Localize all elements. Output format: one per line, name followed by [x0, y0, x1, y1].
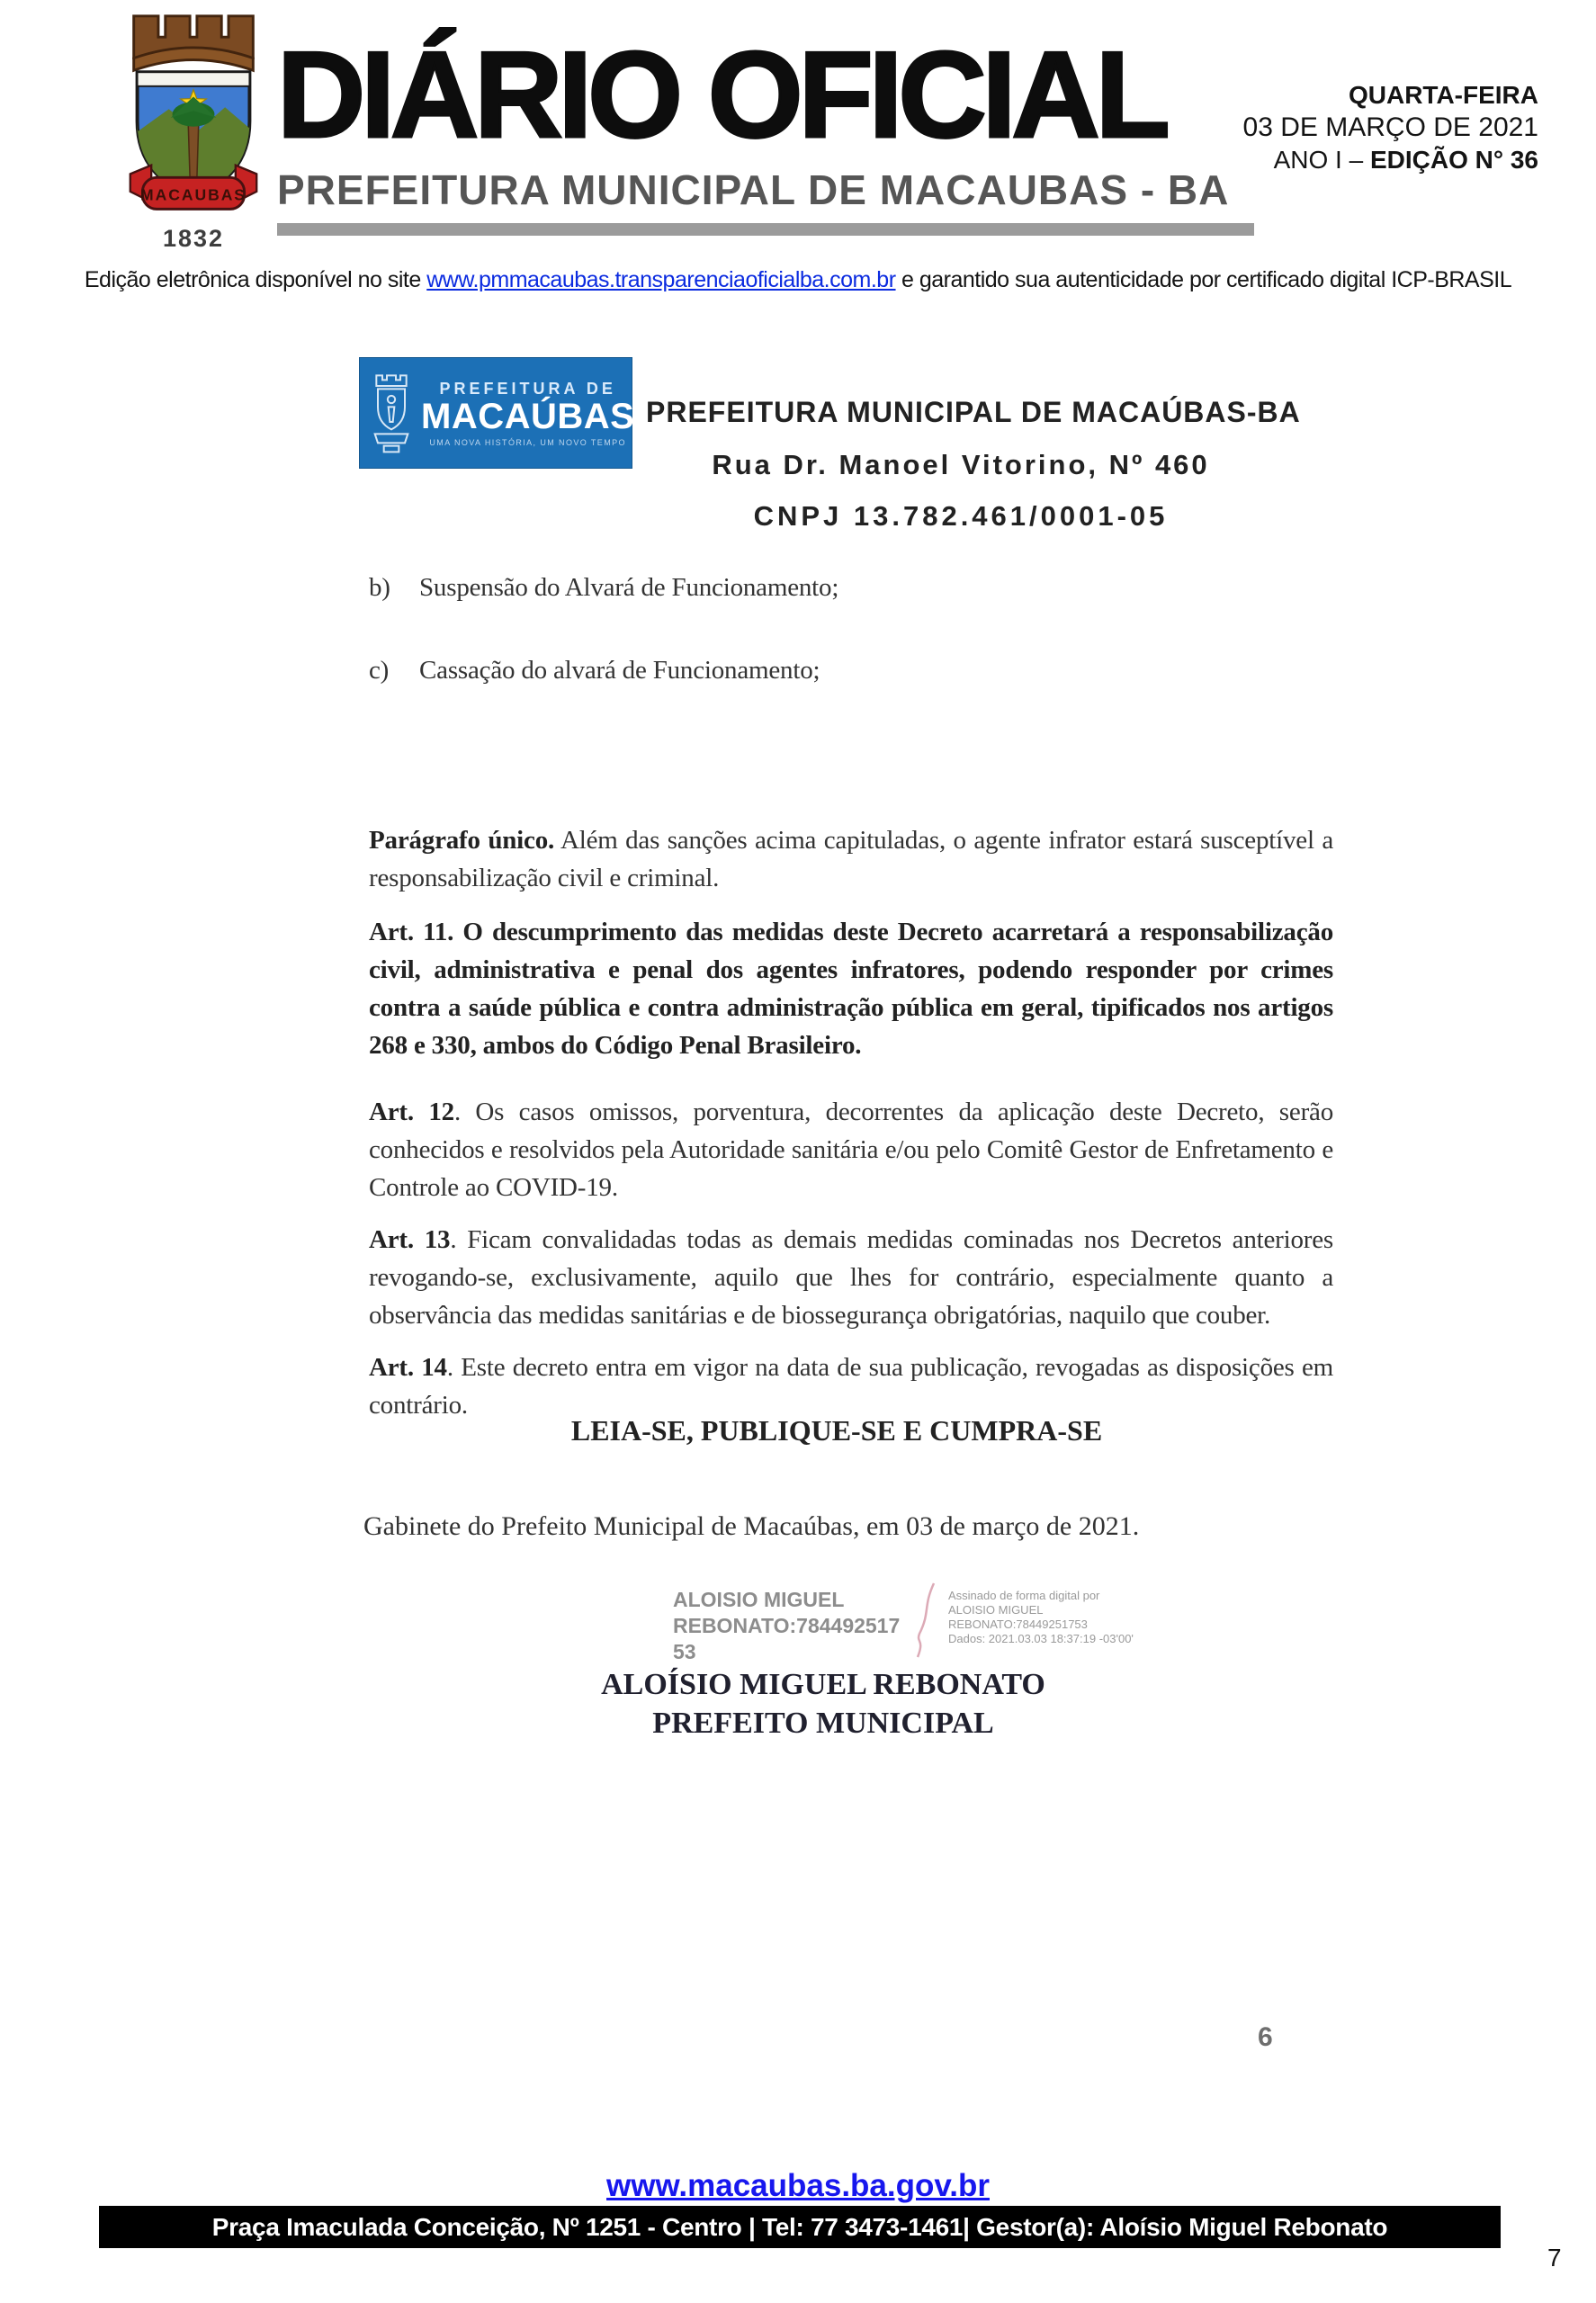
gazette-title: DIÁRIO OFICIAL: [277, 26, 1166, 163]
paragrafo-unico-label: Parágrafo único.: [369, 826, 555, 855]
gazette-subtitle: PREFEITURA MUNICIPAL DE MACAUBAS - BA: [277, 166, 1230, 213]
logo-tagline: UMA NOVA HISTÓRIA, UM NOVO TEMPO: [429, 437, 626, 447]
org-name: PREFEITURA MUNICIPAL DE MACAÚBAS-BA: [646, 396, 1301, 428]
list-item-c: [369, 651, 1333, 689]
art-14-text: . Este decreto entra em vigor na data de sua publicação, revogadas as disposições em contrário.: [369, 1353, 1334, 1420]
edition-number-bold: EDIÇÃO N° 36: [1369, 146, 1538, 174]
prefeitura-logo-crest-icon: [369, 371, 414, 455]
paragraph-art-13: [369, 1221, 1333, 1334]
art-13-text: . Ficam convalidadas todas as demais medidas cominadas nos Decretos anteriores revogando-se, exclusivamente, aquilo que lhes for contrário, especialmente quanto a observância das medidas sanitárias e de biossegurança obrigatórias, naquilo que couber.: [369, 1225, 1333, 1330]
signer-name: ALOÍSIO MIGUEL REBONATO: [601, 1668, 1045, 1701]
logo-line-macaubas: MACAÚBAS: [421, 396, 635, 436]
authenticity-line: [0, 267, 1596, 293]
stamp-signer-id: [673, 1587, 900, 1665]
edition-block: [1243, 79, 1538, 176]
list-item-b-label: b): [369, 573, 390, 602]
stamp-signer-line2: REBONATO:784492517: [673, 1614, 901, 1637]
page-number: 7: [1547, 2244, 1562, 2272]
org-address: Rua Dr. Manoel Vitorino, Nº 460: [712, 449, 1210, 480]
transparency-site-link[interactable]: www.pmmacaubas.transparenciaoficialba.com.br: [426, 267, 896, 292]
stamp-details-line4: Dados: 2021.03.03 18:37:19 -03'00': [948, 1632, 1134, 1645]
list-item-b-text: Suspensão do Alvará de Funcionamento;: [419, 573, 839, 602]
stamp-details-line2: ALOISIO MIGUEL: [948, 1603, 1044, 1617]
digital-signature-stamp: [673, 1587, 1155, 1665]
art-12-label: Art. 12: [369, 1098, 454, 1126]
signer-title: PREFEITO MUNICIPAL: [652, 1707, 994, 1740]
list-item-c-label: c): [369, 656, 390, 685]
paragraph-paragrafo-unico: [369, 821, 1333, 897]
authenticity-suffix: e garantido sua autenticidade por certificado digital ICP-BRASIL: [895, 267, 1512, 292]
letterhead-org-block: [646, 396, 1301, 533]
stamp-details: [948, 1587, 1155, 1646]
edition-weekday: QUARTA-FEIRA: [1348, 81, 1538, 109]
art-13-label: Art. 13: [369, 1225, 451, 1254]
art-12-text: . Os casos omissos, porventura, decorrentes da aplicação deste Decreto, serão conhecidos e resolvidos pela Autoridade sanitária e/ou pelo Comitê Gestor de Enfretamento e Controle ao COVID-19.: [369, 1098, 1333, 1202]
masthead-divider: [277, 223, 1254, 236]
paragraph-art-12: [369, 1093, 1333, 1206]
signature-stroke-icon: [909, 1582, 939, 1659]
crest-ribbon-label: MACAUBAS: [140, 185, 247, 204]
paragraph-art-14: [369, 1349, 1333, 1424]
coat-of-arms-block: [113, 9, 273, 253]
stamp-details-line3: REBONATO:78449251753: [948, 1617, 1088, 1631]
edition-year-prefix: ANO I –: [1273, 146, 1370, 174]
org-cnpj: CNPJ 13.782.461/0001-05: [753, 500, 1169, 532]
art-11-text: . O descumprimento das medidas deste Decreto acarretará a responsabilização civil, administrativa e penal dos agentes infratores, podendo responder por crimes contra a saúde pública e contra administração pública em geral, tipificados nos artigos 268 e 330, ambos do Código Penal Brasileiro.: [369, 918, 1333, 1060]
list-item-c-text: Cassação do alvará de Funcionamento;: [419, 656, 820, 685]
footer-address-bar: Praça Imaculada Conceição, Nº 1251 - Centro | Tel: 77 3473-1461| Gestor(a): Aloísio Miguel Rebonato: [99, 2206, 1501, 2248]
stamp-signer-line1: ALOISIO MIGUEL: [673, 1588, 845, 1611]
municipality-site-link[interactable]: www.macaubas.ba.gov.br: [606, 2168, 990, 2203]
edition-date: 03 DE MARÇO DE 2021: [1242, 112, 1538, 142]
paragraph-art-11: [369, 913, 1333, 1064]
prefeitura-logo-box: [360, 358, 635, 468]
art-11-label: Art. 11: [369, 918, 448, 946]
masthead: [277, 27, 1260, 236]
prefeitura-logo-text: [421, 380, 634, 447]
closing-formula: LEIA-SE, PUBLIQUE-SE E CUMPRA-SE: [570, 1414, 1103, 1447]
macaubas-coat-of-arms-icon: [116, 9, 271, 223]
logo-line-prefeitura-de: PREFEITURA DE: [439, 379, 616, 398]
art-14-label: Art. 14: [369, 1353, 447, 1382]
authenticity-prefix: Edição eletrônica disponível no site: [84, 267, 427, 292]
stamp-details-line1: Assinado de forma digital por: [948, 1589, 1100, 1602]
place-and-date-line: Gabinete do Prefeito Municipal de Macaúbas, em 03 de março de 2021.: [363, 1511, 1140, 1541]
list-item-b: [369, 569, 1333, 606]
edition-number: [1243, 144, 1538, 176]
inner-document-page-number: 6: [1258, 2022, 1273, 2052]
crest-year: 1832: [162, 225, 225, 252]
stamp-signer-line3: 53: [673, 1640, 696, 1663]
paragrafo-unico-text: Além das sanções acima capituladas, o agente infrator estará susceptível a responsabilização civil e criminal.: [369, 826, 1333, 892]
